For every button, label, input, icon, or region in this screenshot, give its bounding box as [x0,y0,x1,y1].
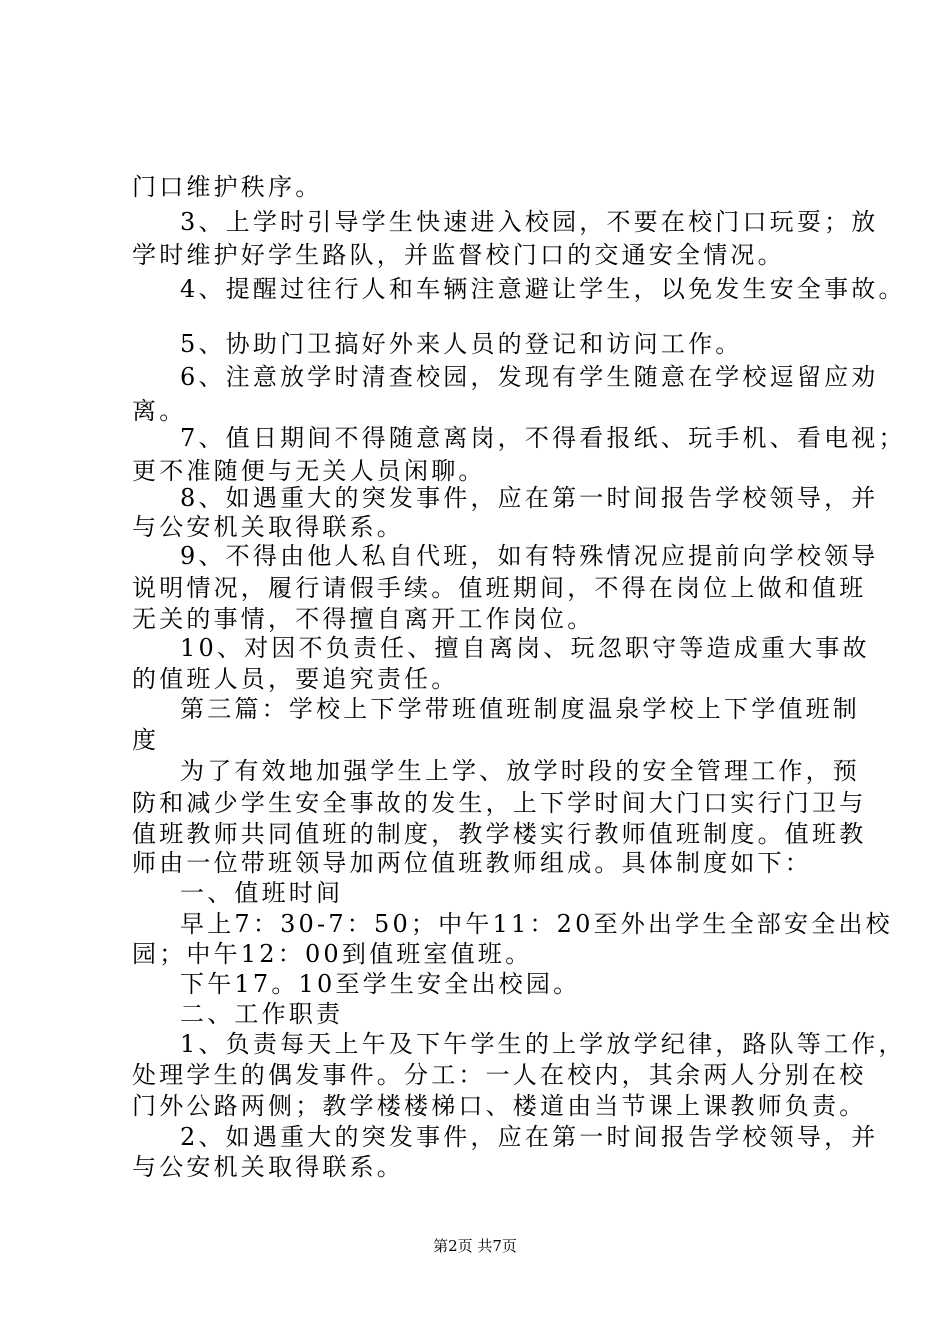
text-line: 早上7：30-7：50；中午11：20至外出学生全部安全出校 [180,910,893,938]
text-line: 二、工作职责 [180,1000,344,1028]
text-line: 4、提醒过往行人和车辆注意避让学生，以免发生安全事故。 [180,275,906,303]
text-line: 3、上学时引导学生快速进入校园，不要在校门口玩耍；放 [180,208,879,236]
text-line: 值班教师共同值班的制度，教学楼实行教师值班制度。值班教 [132,820,867,848]
text-line: 防和减少学生安全事故的发生，上下学时间大门口实行门卫与 [132,789,867,817]
text-line: 更不准随便与无关人员闲聊。 [132,457,486,485]
text-line: 学时维护好学生路队，并监督校门口的交通安全情况。 [132,241,785,269]
text-line: 与公安机关取得联系。 [132,1153,404,1181]
text-line: 6、注意放学时清查校园，发现有学生随意在学校逗留应劝 [180,363,879,391]
text-line: 9、不得由他人私自代班，如有特殊情况应提前向学校领导 [180,542,879,570]
text-line: 园；中午12：00到值班室值班。 [132,940,533,968]
text-line: 1、负责每天上午及下午学生的上学放学纪律，路队等工作， [180,1030,906,1058]
text-line: 处理学生的偶发事件。分工：一人在校内，其余两人分别在校 [132,1061,867,1089]
text-line: 第三篇：学校上下学带班值班制度温泉学校上下学值班制 [180,695,860,723]
page-footer: 第2页 共7页 [433,1237,517,1255]
text-line: 为了有效地加强学生上学、放学时段的安全管理工作，预 [180,757,860,785]
text-line: 与公安机关取得联系。 [132,513,404,541]
text-line: 师由一位带班领导加两位值班教师组成。具体制度如下： [132,849,812,877]
text-line: 10、对因不负责任、擅自离岗、玩忽职守等造成重大事故 [180,634,870,662]
text-line: 2、如遇重大的突发事件，应在第一时间报告学校领导，并 [180,1123,879,1151]
text-line: 下午17。10至学生安全出校园。 [180,970,581,998]
text-line: 门外公路两侧；教学楼楼梯口、楼道由当节课上课教师负责。 [132,1092,867,1120]
text-line: 的值班人员，要追究责任。 [132,665,459,693]
text-line: 度 [132,726,160,754]
text-line: 离。 [132,397,187,425]
text-line: 5、协助门卫搞好外来人员的登记和访问工作。 [180,330,743,358]
text-line: 8、如遇重大的突发事件，应在第一时间报告学校领导，并 [180,484,879,512]
text-line: 一、值班时间 [180,879,344,907]
text-line: 无关的事情，不得擅自离开工作岗位。 [132,605,595,633]
text-line: 说明情况，履行请假手续。值班期间，不得在岗位上做和值班 [132,574,867,602]
text-line: 门口维护秩序。 [132,173,323,201]
text-line: 7、值日期间不得随意离岗，不得看报纸、玩手机、看电视； [180,424,906,452]
